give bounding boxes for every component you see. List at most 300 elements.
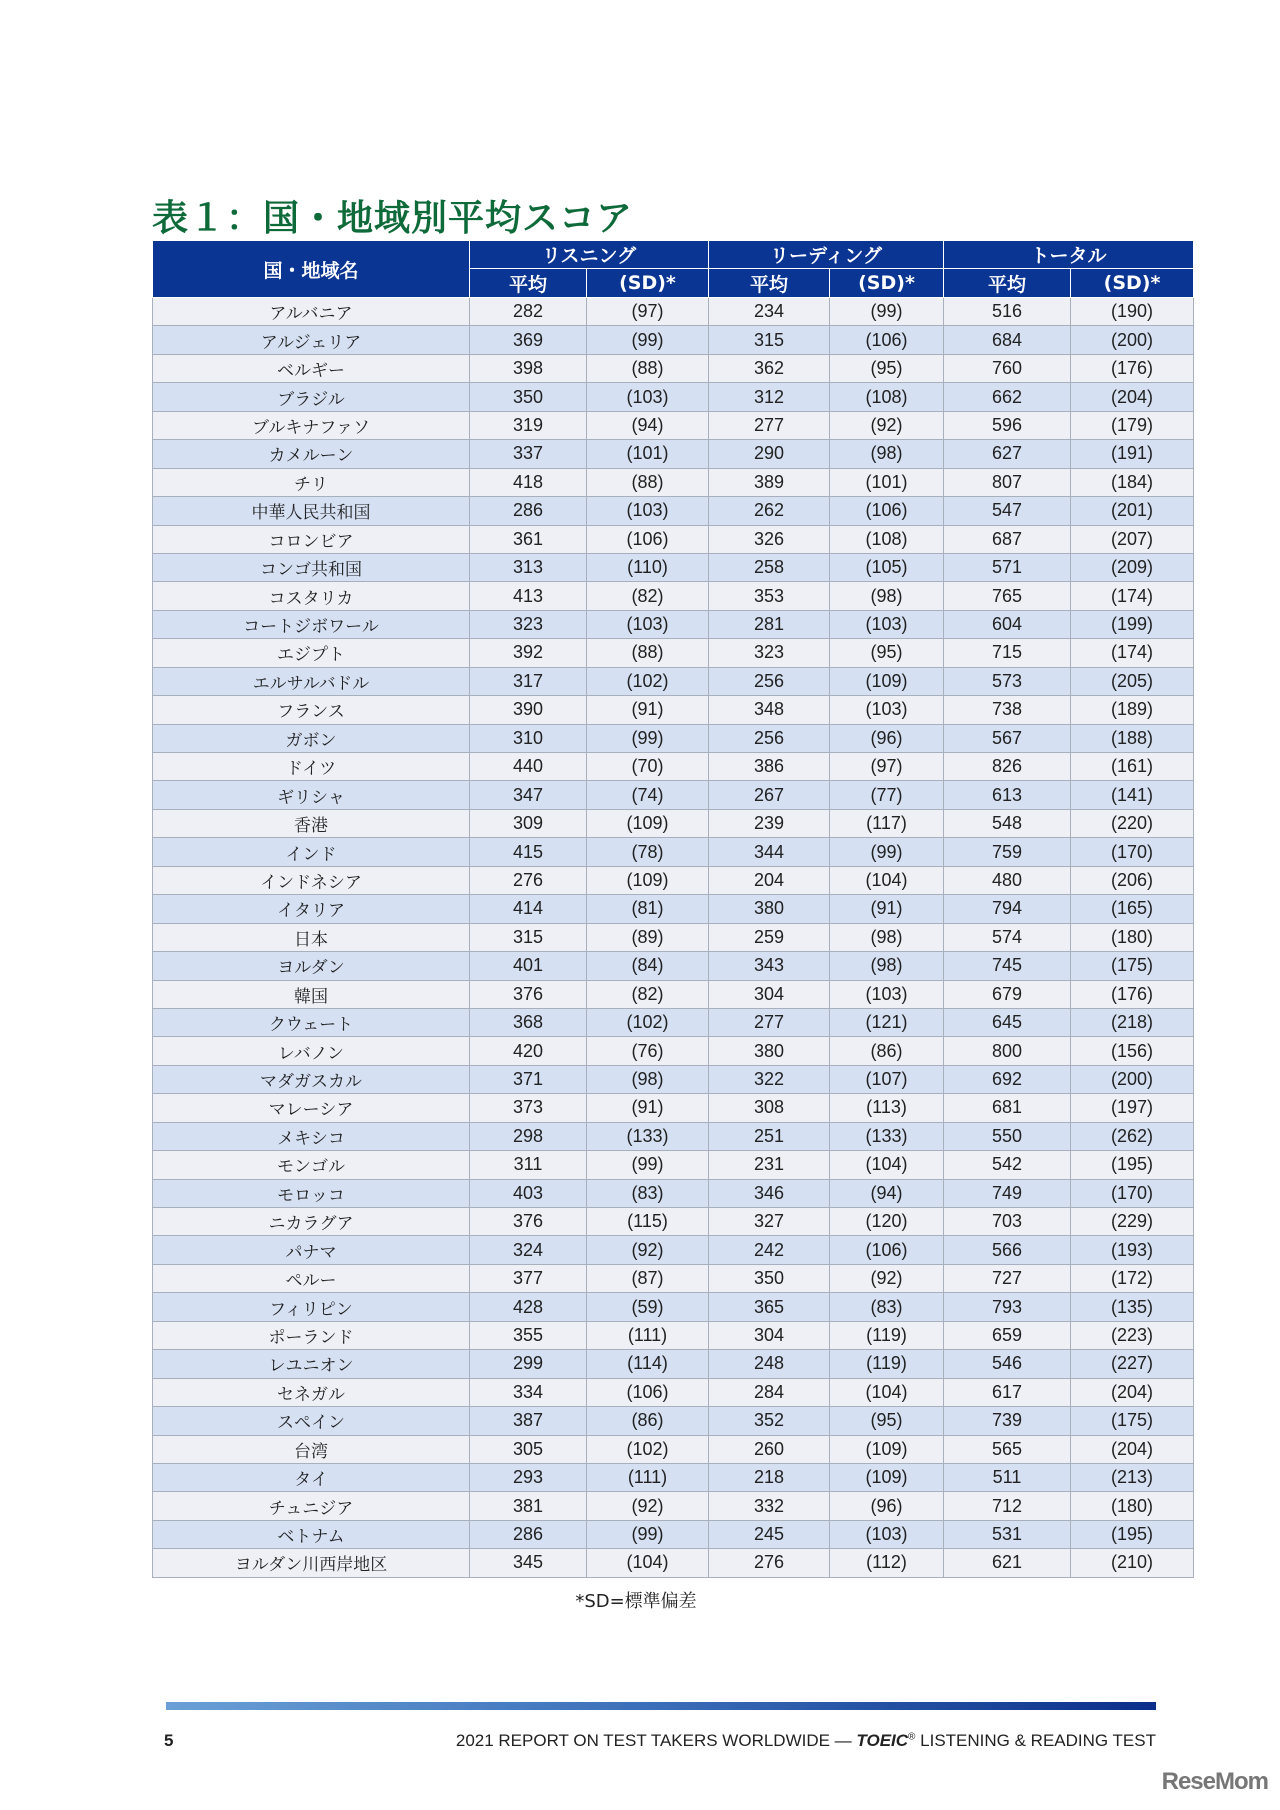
listening-mean-cell: 373 — [470, 1094, 587, 1122]
table-row — [153, 1350, 1194, 1378]
listening-mean-cell: 418 — [470, 468, 587, 496]
listening-sd-cell: (106) — [587, 525, 709, 553]
total-mean-cell: 511 — [944, 1463, 1071, 1491]
listening-sd-cell: (106) — [587, 1378, 709, 1406]
reading-mean-cell: 277 — [709, 411, 830, 439]
country-name-cell: コートジボワール — [153, 610, 470, 638]
listening-mean-cell: 309 — [470, 809, 587, 837]
reading-sd-cell: (95) — [830, 639, 944, 667]
total-sd-cell: (204) — [1071, 383, 1194, 411]
table-row — [153, 1407, 1194, 1435]
total-mean-cell: 760 — [944, 354, 1071, 382]
table-row — [153, 1236, 1194, 1264]
total-mean-cell: 807 — [944, 468, 1071, 496]
total-mean-cell: 604 — [944, 610, 1071, 638]
reading-mean-cell: 365 — [709, 1293, 830, 1321]
reading-mean-cell: 304 — [709, 1321, 830, 1349]
listening-sd-cell: (99) — [587, 326, 709, 354]
country-name-cell: メキシコ — [153, 1122, 470, 1150]
table-row — [153, 1520, 1194, 1548]
listening-sd-cell: (76) — [587, 1037, 709, 1065]
listening-mean-cell: 345 — [470, 1549, 587, 1577]
table-row — [153, 1435, 1194, 1463]
listening-sd-cell: (83) — [587, 1179, 709, 1207]
reading-sd-cell: (96) — [830, 1492, 944, 1520]
listening-sd-cell: (99) — [587, 1520, 709, 1548]
score-table — [152, 240, 1194, 1578]
total-mean-cell: 571 — [944, 553, 1071, 581]
footer-text — [456, 1731, 1156, 1751]
total-mean-cell: 596 — [944, 411, 1071, 439]
reading-sd-cell: (98) — [830, 582, 944, 610]
country-name-cell: インド — [153, 838, 470, 866]
total-mean-cell: 574 — [944, 923, 1071, 951]
country-name-cell: アルバニア — [153, 298, 470, 326]
total-mean-cell: 617 — [944, 1378, 1071, 1406]
reading-mean-cell: 281 — [709, 610, 830, 638]
country-name-cell: ヨルダン — [153, 952, 470, 980]
listening-sd-cell: (98) — [587, 1065, 709, 1093]
total-mean-cell: 565 — [944, 1435, 1071, 1463]
total-sd-cell: (206) — [1071, 866, 1194, 894]
country-name-cell: クウェート — [153, 1008, 470, 1036]
reading-mean-cell: 350 — [709, 1264, 830, 1292]
reading-sd-cell: (95) — [830, 1407, 944, 1435]
table-row — [153, 1008, 1194, 1036]
listening-sd-cell: (103) — [587, 610, 709, 638]
country-name-cell: アルジェリア — [153, 326, 470, 354]
listening-sd-cell: (102) — [587, 1435, 709, 1463]
total-mean-cell: 662 — [944, 383, 1071, 411]
reading-sd-cell: (109) — [830, 667, 944, 695]
reading-mean-cell: 344 — [709, 838, 830, 866]
total-mean-header: 平均 — [944, 269, 1071, 298]
listening-mean-cell: 376 — [470, 980, 587, 1008]
listening-mean-cell: 276 — [470, 866, 587, 894]
total-mean-cell: 550 — [944, 1122, 1071, 1150]
reading-sd-cell: (113) — [830, 1094, 944, 1122]
total-mean-cell: 826 — [944, 753, 1071, 781]
total-mean-cell: 516 — [944, 298, 1071, 326]
total-sd-cell: (175) — [1071, 952, 1194, 980]
reading-mean-cell: 386 — [709, 753, 830, 781]
total-sd-header: (SD)* — [1071, 269, 1194, 298]
table-row — [153, 980, 1194, 1008]
reading-mean-cell: 343 — [709, 952, 830, 980]
country-name-cell: フランス — [153, 696, 470, 724]
reading-mean-cell: 353 — [709, 582, 830, 610]
reading-mean-cell: 259 — [709, 923, 830, 951]
listening-mean-cell: 298 — [470, 1122, 587, 1150]
reading-sd-header: (SD)* — [830, 269, 944, 298]
total-mean-cell: 745 — [944, 952, 1071, 980]
total-sd-cell: (180) — [1071, 923, 1194, 951]
listening-sd-cell: (102) — [587, 1008, 709, 1036]
table-row — [153, 895, 1194, 923]
table-row — [153, 866, 1194, 894]
total-mean-cell: 566 — [944, 1236, 1071, 1264]
reading-sd-cell: (104) — [830, 866, 944, 894]
reading-mean-cell: 352 — [709, 1407, 830, 1435]
reading-mean-cell: 260 — [709, 1435, 830, 1463]
listening-sd-cell: (111) — [587, 1321, 709, 1349]
listening-sd-cell: (104) — [587, 1549, 709, 1577]
listening-mean-cell: 415 — [470, 838, 587, 866]
listening-mean-cell: 286 — [470, 497, 587, 525]
total-sd-cell: (189) — [1071, 696, 1194, 724]
reading-sd-cell: (95) — [830, 354, 944, 382]
total-mean-cell: 692 — [944, 1065, 1071, 1093]
total-sd-cell: (161) — [1071, 753, 1194, 781]
reading-sd-cell: (119) — [830, 1321, 944, 1349]
table-row — [153, 923, 1194, 951]
total-sd-cell: (199) — [1071, 610, 1194, 638]
listening-sd-cell: (92) — [587, 1236, 709, 1264]
country-name-cell: コロンビア — [153, 525, 470, 553]
total-sd-cell: (180) — [1071, 1492, 1194, 1520]
total-sd-cell: (184) — [1071, 468, 1194, 496]
footer-text-after: LISTENING & READING TEST — [915, 1731, 1156, 1750]
total-mean-cell: 531 — [944, 1520, 1071, 1548]
total-sd-cell: (195) — [1071, 1520, 1194, 1548]
total-sd-cell: (174) — [1071, 582, 1194, 610]
total-sd-cell: (170) — [1071, 1179, 1194, 1207]
total-mean-cell: 793 — [944, 1293, 1071, 1321]
reading-sd-cell: (86) — [830, 1037, 944, 1065]
total-mean-cell: 765 — [944, 582, 1071, 610]
total-mean-cell: 727 — [944, 1264, 1071, 1292]
listening-mean-cell: 305 — [470, 1435, 587, 1463]
reading-sd-cell: (98) — [830, 440, 944, 468]
listening-sd-cell: (84) — [587, 952, 709, 980]
country-name-cell: マレーシア — [153, 1094, 470, 1122]
total-sd-cell: (223) — [1071, 1321, 1194, 1349]
listening-sd-cell: (94) — [587, 411, 709, 439]
table-row — [153, 411, 1194, 439]
reading-mean-cell: 380 — [709, 895, 830, 923]
total-mean-cell: 548 — [944, 809, 1071, 837]
listening-mean-cell: 282 — [470, 298, 587, 326]
reading-sd-cell: (105) — [830, 553, 944, 581]
listening-mean-cell: 377 — [470, 1264, 587, 1292]
reading-sd-cell: (77) — [830, 781, 944, 809]
footer-divider — [166, 1702, 1156, 1710]
reading-mean-cell: 389 — [709, 468, 830, 496]
table-row — [153, 1065, 1194, 1093]
country-header: 国・地域名 — [153, 241, 470, 298]
listening-mean-cell: 401 — [470, 952, 587, 980]
reading-sd-cell: (104) — [830, 1378, 944, 1406]
table-row — [153, 383, 1194, 411]
listening-sd-cell: (92) — [587, 1492, 709, 1520]
listening-mean-cell: 355 — [470, 1321, 587, 1349]
listening-sd-cell: (97) — [587, 298, 709, 326]
footer-text-before: 2021 REPORT ON TEST TAKERS WORLDWIDE — — [455, 1731, 857, 1750]
country-name-cell: ガボン — [153, 724, 470, 752]
total-sd-cell: (193) — [1071, 1236, 1194, 1264]
listening-mean-cell: 311 — [470, 1151, 587, 1179]
listening-mean-cell: 347 — [470, 781, 587, 809]
reading-mean-cell: 239 — [709, 809, 830, 837]
listening-sd-cell: (82) — [587, 980, 709, 1008]
listening-mean-cell: 414 — [470, 895, 587, 923]
total-mean-cell: 749 — [944, 1179, 1071, 1207]
total-mean-cell: 613 — [944, 781, 1071, 809]
listening-mean-cell: 293 — [470, 1463, 587, 1491]
listening-mean-cell: 390 — [470, 696, 587, 724]
total-mean-cell: 679 — [944, 980, 1071, 1008]
listening-mean-cell: 369 — [470, 326, 587, 354]
country-name-cell: フィリピン — [153, 1293, 470, 1321]
footnote: *SD=標準偏差 — [575, 1591, 697, 1612]
reading-mean-cell: 348 — [709, 696, 830, 724]
total-sd-cell: (220) — [1071, 809, 1194, 837]
total-sd-cell: (218) — [1071, 1008, 1194, 1036]
country-name-cell: チリ — [153, 468, 470, 496]
listening-sd-cell: (78) — [587, 838, 709, 866]
total-sd-cell: (176) — [1071, 354, 1194, 382]
total-sd-cell: (209) — [1071, 553, 1194, 581]
total-mean-cell: 684 — [944, 326, 1071, 354]
reading-mean-cell: 267 — [709, 781, 830, 809]
listening-mean-cell: 428 — [470, 1293, 587, 1321]
table-row — [153, 724, 1194, 752]
reading-sd-cell: (94) — [830, 1179, 944, 1207]
total-sd-cell: (205) — [1071, 667, 1194, 695]
reading-mean-cell: 242 — [709, 1236, 830, 1264]
table-row — [153, 1321, 1194, 1349]
table-row — [153, 1208, 1194, 1236]
listening-sd-cell: (81) — [587, 895, 709, 923]
total-sd-cell: (172) — [1071, 1264, 1194, 1292]
table-row — [153, 1463, 1194, 1491]
listening-sd-cell: (111) — [587, 1463, 709, 1491]
listening-mean-cell: 381 — [470, 1492, 587, 1520]
reading-mean-cell: 276 — [709, 1549, 830, 1577]
listening-sd-header: (SD)* — [587, 269, 709, 298]
reading-sd-cell: (108) — [830, 383, 944, 411]
total-mean-cell: 703 — [944, 1208, 1071, 1236]
listening-sd-cell: (103) — [587, 497, 709, 525]
country-name-cell: タイ — [153, 1463, 470, 1491]
table-row — [153, 1378, 1194, 1406]
total-sd-cell: (229) — [1071, 1208, 1194, 1236]
country-name-cell: ドイツ — [153, 753, 470, 781]
listening-sd-cell: (101) — [587, 440, 709, 468]
table-row — [153, 639, 1194, 667]
total-sd-cell: (174) — [1071, 639, 1194, 667]
total-mean-cell: 573 — [944, 667, 1071, 695]
table-row — [153, 326, 1194, 354]
listening-sd-cell: (88) — [587, 354, 709, 382]
listening-sd-cell: (91) — [587, 696, 709, 724]
reading-sd-cell: (103) — [830, 1520, 944, 1548]
reading-sd-cell: (99) — [830, 838, 944, 866]
reading-mean-cell: 322 — [709, 1065, 830, 1093]
total-mean-cell: 480 — [944, 866, 1071, 894]
table-row — [153, 696, 1194, 724]
listening-mean-cell: 323 — [470, 610, 587, 638]
country-name-cell: スペイン — [153, 1407, 470, 1435]
reading-sd-cell: (96) — [830, 724, 944, 752]
listening-header: リスニング — [470, 241, 709, 269]
reading-mean-cell: 346 — [709, 1179, 830, 1207]
reading-sd-cell: (120) — [830, 1208, 944, 1236]
listening-mean-cell: 299 — [470, 1350, 587, 1378]
total-mean-cell: 715 — [944, 639, 1071, 667]
country-name-cell: カメルーン — [153, 440, 470, 468]
table-body — [153, 298, 1194, 1578]
total-sd-cell: (210) — [1071, 1549, 1194, 1577]
table-row — [153, 610, 1194, 638]
reading-sd-cell: (103) — [830, 610, 944, 638]
table-row — [153, 1122, 1194, 1150]
country-name-cell: ポーランド — [153, 1321, 470, 1349]
reading-sd-cell: (98) — [830, 952, 944, 980]
total-mean-cell: 794 — [944, 895, 1071, 923]
listening-sd-cell: (70) — [587, 753, 709, 781]
table-row — [153, 1293, 1194, 1321]
total-sd-cell: (204) — [1071, 1435, 1194, 1463]
table-row — [153, 582, 1194, 610]
country-name-cell: コスタリカ — [153, 582, 470, 610]
reading-mean-cell: 256 — [709, 667, 830, 695]
total-mean-cell: 542 — [944, 1151, 1071, 1179]
listening-sd-cell: (109) — [587, 866, 709, 894]
country-name-cell: 日本 — [153, 923, 470, 951]
listening-sd-cell: (86) — [587, 1407, 709, 1435]
reading-sd-cell: (109) — [830, 1435, 944, 1463]
reading-sd-cell: (107) — [830, 1065, 944, 1093]
listening-sd-cell: (74) — [587, 781, 709, 809]
country-name-cell: コンゴ共和国 — [153, 553, 470, 581]
total-sd-cell: (262) — [1071, 1122, 1194, 1150]
reading-mean-cell: 312 — [709, 383, 830, 411]
table-row — [153, 1549, 1194, 1577]
country-name-cell: ヨルダン川西岸地区 — [153, 1549, 470, 1577]
listening-sd-cell: (59) — [587, 1293, 709, 1321]
total-mean-cell: 681 — [944, 1094, 1071, 1122]
reading-sd-cell: (117) — [830, 809, 944, 837]
country-name-cell: ブルキナファソ — [153, 411, 470, 439]
listening-sd-cell: (102) — [587, 667, 709, 695]
listening-mean-cell: 337 — [470, 440, 587, 468]
listening-sd-cell: (99) — [587, 1151, 709, 1179]
reading-sd-cell: (112) — [830, 1549, 944, 1577]
country-name-cell: レユニオン — [153, 1350, 470, 1378]
reading-mean-cell: 231 — [709, 1151, 830, 1179]
reading-mean-cell: 262 — [709, 497, 830, 525]
reading-mean-cell: 258 — [709, 553, 830, 581]
total-sd-cell: (191) — [1071, 440, 1194, 468]
country-name-cell: セネガル — [153, 1378, 470, 1406]
total-mean-cell: 739 — [944, 1407, 1071, 1435]
table-row — [153, 838, 1194, 866]
reading-sd-cell: (98) — [830, 923, 944, 951]
total-mean-cell: 645 — [944, 1008, 1071, 1036]
reading-mean-cell: 326 — [709, 525, 830, 553]
total-mean-cell: 627 — [944, 440, 1071, 468]
total-sd-cell: (200) — [1071, 1065, 1194, 1093]
listening-mean-cell: 440 — [470, 753, 587, 781]
table-row — [153, 781, 1194, 809]
reading-sd-cell: (133) — [830, 1122, 944, 1150]
listening-mean-cell: 361 — [470, 525, 587, 553]
listening-mean-cell: 376 — [470, 1208, 587, 1236]
listening-mean-cell: 387 — [470, 1407, 587, 1435]
total-mean-cell: 659 — [944, 1321, 1071, 1349]
listening-mean-cell: 324 — [470, 1236, 587, 1264]
reading-sd-cell: (104) — [830, 1151, 944, 1179]
country-name-cell: イタリア — [153, 895, 470, 923]
listening-mean-cell: 317 — [470, 667, 587, 695]
total-sd-cell: (170) — [1071, 838, 1194, 866]
reading-sd-cell: (121) — [830, 1008, 944, 1036]
total-sd-cell: (195) — [1071, 1151, 1194, 1179]
total-mean-cell: 547 — [944, 497, 1071, 525]
reading-sd-cell: (106) — [830, 497, 944, 525]
total-sd-cell: (135) — [1071, 1293, 1194, 1321]
listening-sd-cell: (88) — [587, 639, 709, 667]
page-number: 5 — [164, 1731, 174, 1750]
country-name-cell: ブラジル — [153, 383, 470, 411]
total-mean-cell: 712 — [944, 1492, 1071, 1520]
country-name-cell: インドネシア — [153, 866, 470, 894]
total-mean-cell: 546 — [944, 1350, 1071, 1378]
listening-mean-cell: 310 — [470, 724, 587, 752]
reading-mean-cell: 290 — [709, 440, 830, 468]
country-name-cell: エジプト — [153, 639, 470, 667]
reading-sd-cell: (83) — [830, 1293, 944, 1321]
table-row — [153, 1264, 1194, 1292]
listening-mean-cell: 420 — [470, 1037, 587, 1065]
footer-brand: TOEIC — [856, 1731, 909, 1750]
page-title: 表１：国・地域別平均スコア — [152, 198, 634, 239]
country-name-cell: モロッコ — [153, 1179, 470, 1207]
total-sd-cell: (188) — [1071, 724, 1194, 752]
total-sd-cell: (197) — [1071, 1094, 1194, 1122]
reading-mean-cell: 277 — [709, 1008, 830, 1036]
listening-mean-cell: 313 — [470, 553, 587, 581]
reading-mean-cell: 362 — [709, 354, 830, 382]
table-row — [153, 1492, 1194, 1520]
country-name-cell: モンゴル — [153, 1151, 470, 1179]
reading-mean-cell: 308 — [709, 1094, 830, 1122]
reading-mean-cell: 245 — [709, 1520, 830, 1548]
country-name-cell: レバノン — [153, 1037, 470, 1065]
reading-mean-cell: 218 — [709, 1463, 830, 1491]
total-sd-cell: (201) — [1071, 497, 1194, 525]
listening-sd-cell: (89) — [587, 923, 709, 951]
reading-mean-cell: 256 — [709, 724, 830, 752]
table-row — [153, 525, 1194, 553]
listening-sd-cell: (114) — [587, 1350, 709, 1378]
table-row — [153, 809, 1194, 837]
reading-mean-cell: 234 — [709, 298, 830, 326]
country-name-cell: マダガスカル — [153, 1065, 470, 1093]
reading-sd-cell: (92) — [830, 1264, 944, 1292]
listening-mean-cell: 403 — [470, 1179, 587, 1207]
table-row — [153, 497, 1194, 525]
country-name-cell: ニカラグア — [153, 1208, 470, 1236]
table-row — [153, 468, 1194, 496]
reading-mean-cell: 315 — [709, 326, 830, 354]
listening-mean-cell: 398 — [470, 354, 587, 382]
total-sd-cell: (200) — [1071, 326, 1194, 354]
reading-sd-cell: (106) — [830, 326, 944, 354]
resemom-logo: ReseMom — [1161, 1768, 1268, 1795]
listening-sd-cell: (133) — [587, 1122, 709, 1150]
